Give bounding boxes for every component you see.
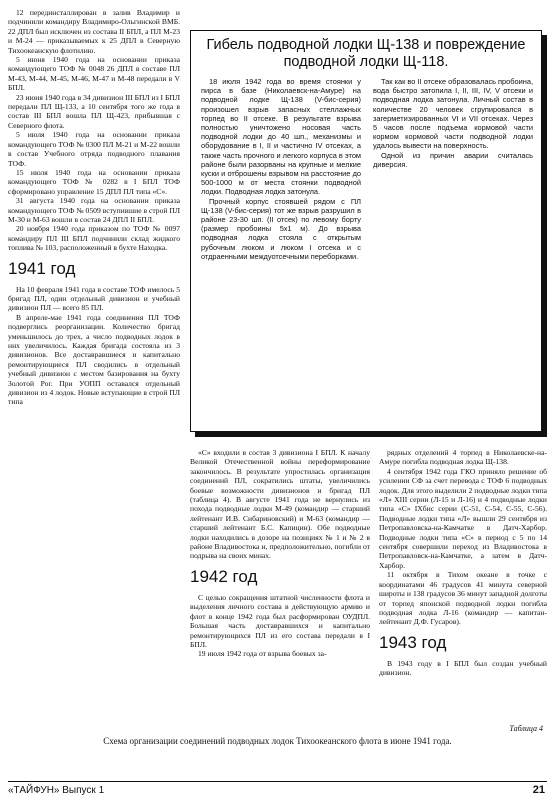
- table-number: Таблица 4: [509, 724, 543, 733]
- footer-rule: [8, 781, 547, 782]
- box-title: Гибель подводной лодки Щ-138 и повреждение подводной лодки Щ-118.: [206, 37, 526, 70]
- paragraph: С целью сокращения штатной численности флота и выделения личного состава в действующую армию и флот в конце 1942 года был расформирован ОУДПЛ. Большая часть доставравшихся и капитально ремонтирующихся ПЛ из его состава передали в I БПЛ.: [190, 592, 370, 649]
- paragraph: 5 июля 1940 года на основании приказа командующего ТОФ № 0300 ПЛ М-21 и М-22 вошли в состав Учебного отряда подводного плавания ТОФ.: [8, 130, 180, 168]
- year-heading-1941: 1941 год: [8, 258, 76, 278]
- year-heading-1942: 1942 год: [190, 566, 258, 586]
- middle-column: [190, 448, 370, 659]
- paragraph: 31 августа 1940 года на основании приказа командующего ТОФ № 0509 вступившие в строй ПЛ М-30 и М-63 вошли в состав 24 ДПЛ II БПЛ.: [8, 196, 180, 224]
- paragraph: 20 ноября 1940 года приказом по ТОФ № 0097 командиру ПЛ III БПЛ подчинили склад жидкого топлива № 103, расположенный в бухте Находка.: [8, 224, 180, 253]
- left-column: [8, 8, 180, 407]
- paragraph: В апреле-мае 1941 года соединения ПЛ ТОФ подверглись реорганизации. Количество бригад уменьшилось до трех, а число подводных лодок в них увеличилось. Каждая бригада состояла из 3 дивизионов. Все доставравшиеся и капитально ремонтирующиеся ПЛ сводились в отдельный учебный дивизион с местом базирования на бухту Золотой Рог. При УОПП оставался отдельный дивизион из 4 лодок. Новые вступающие в строй ПЛ типа: [8, 312, 180, 407]
- sidebar-box: [190, 30, 542, 432]
- paragraph: рядных отделений 4 торпед в Николаевске-на-Амуре погибла подводная лодка Щ-138.: [379, 448, 547, 467]
- paragraph: 12 перединсталлирован в залив Владимир и подчинили командиру Владимиро-Ольгинской ВМБ. 22 ДПЛ был исключен из состава II БПЛ, а ПЛ М-23 и М-24 — приказываемых к 25 ДПЛ в Северную Тихоокеанскую флотилию.: [8, 8, 180, 55]
- paragraph: 11 октября в Тихом океане в точке с координатами 46 градусов 41 минута северной широты и 138 градусов 36 минут западной долготы от торпед японской подводной лодки погибла подводная лодка Л-16 (командир — капитан-лейтенант Д.Ф. Гусаров).: [379, 570, 547, 627]
- journal-name: «ТАЙФУН» Выпуск 1: [8, 785, 105, 796]
- paragraph: На 10 февраля 1941 года в составе ТОФ имелось 5 бригад ПЛ, один отдельный дивизион и учебный дивизион ПЛ — всего 85 ПЛ.: [8, 284, 180, 313]
- paragraph: 23 июня 1940 года в 34 дивизион III БПЛ из I БПЛ передали ПЛ Щ-133, а 10 сентября того же года в состав III БПЛ вошла ПЛ Щ-423, прибывшая с Северного флота.: [8, 92, 180, 130]
- paragraph: 19 июля 1942 года от взрыва боевых за-: [198, 649, 327, 659]
- box-paragraph: Так как во II отсеке образовалась пробоина, вода быстро затопила I, II, III, IV, V отсеки и подводная лодка затонула. Личный состав в количестве 20 человек сгрупировался в загерметизированных VI и VII отсеках. Через 5 часов после подъема кормовой части кормом кормовой части подводной лодки удалось вывести на поверхность.: [373, 77, 533, 151]
- paragraph: 4 сентября 1942 года ГКО приняло решение об усилении СФ за счет перевода с ТОФ 6 подводных лодок. Для этого выделили 2 подводные лодки типа «Л» XIII серии (Л-15 и Л-16) и 4 подводные лодки типа «С» IXбис серии (С-51, С-54, С-55, С-56). Подводные лодки типа «Л» вышли 29 сентября из Петропавловска-на-Камчатке в Датч-Харбор. Подводные лодки типа «С» в период с 5 по 14 сентября совершили переход из Владивостока в Петропавловск-на-Камчатке, а затем в Датч-Харбор.: [379, 466, 547, 570]
- box-paragraph: Одной из причин аварии считалась диверсия.: [373, 150, 533, 169]
- paragraph: 5 июня 1940 года на основании приказа командующего ТОФ № 0048 26 ДПЛ в составе ПЛ М-43, М-44, М-45, М-46, М-47 и М-48 передали в V БПЛ.: [8, 55, 180, 93]
- box-paragraph: Прочный корпус стоявшей рядом с ПЛ Щ-138 (V-бис-серия) тот же взрыв разрушил в районе 23-30 шп. (II отсек) по левому борту (размер пробоины 5х1 м). До взрыва подводная лодка стояла с открытым рубочным люком и люком I отсека и с отдраенными междуотсечными переборками.: [201, 196, 361, 261]
- right-column: [379, 448, 547, 678]
- box-left-column: [201, 77, 361, 261]
- year-heading-1943: 1943 год: [379, 632, 447, 652]
- paragraph: В 1943 году в I БПЛ был создан учебный дивизион.: [379, 658, 547, 678]
- box-paragraph: 18 июля 1942 года во время стоянки у пирса в базе (Николаевск-на-Амуре) на подводной лодке Щ-138 (V-бис-серия) произошел взрыв запасных стеллажных торпед во II отсеке. В результате взрыва полностью уничтожено носовая часть подводной лодки до 40 шп., механизмы и оборудование в I, II и частично IV отсеках, а также часть прочного и легкого корпуса в этом районе были разорваны на крупные и мелкие куски и отброшены взрывом на расстояние до 500-1000 м от места стоянки подводной лодки. Подводная лодка затонула.: [201, 77, 362, 197]
- page-number: 21: [532, 784, 545, 796]
- paragraph: 15 июля 1940 года на основании приказа командующего ТОФ № 0282 в I БПЛ ТОФ сформировано управление 15 ДПЛ ПЛ типа «С».: [8, 167, 180, 196]
- box-right-column: [373, 77, 533, 169]
- paragraph: «С» входили в состав 3 дивизиона I БПЛ. К началу Великой Отечественной войны переформирование закончилось. В результате упростилась организация соединений ПЛ, сократились штаты, увеличились боевые возможности дивизионов и бригад ПЛ (таблица 4). В августе 1941 года не вернулись из похода подводные лодки М-49 (командир — старший лейтенант И.В. Сибариновский) и М-63 (командир — старший лейтенант Б.С. Капицин). Обе подводные лодки находились в дозоре на позициях № 1 и № 2 в районе Владивостока и, предположительно, погибли от подрыва на своих минах.: [190, 448, 370, 561]
- table-title: Схема организации соединений подводных лодок Тихоокеанского флота в июне 1941 года.: [103, 736, 452, 746]
